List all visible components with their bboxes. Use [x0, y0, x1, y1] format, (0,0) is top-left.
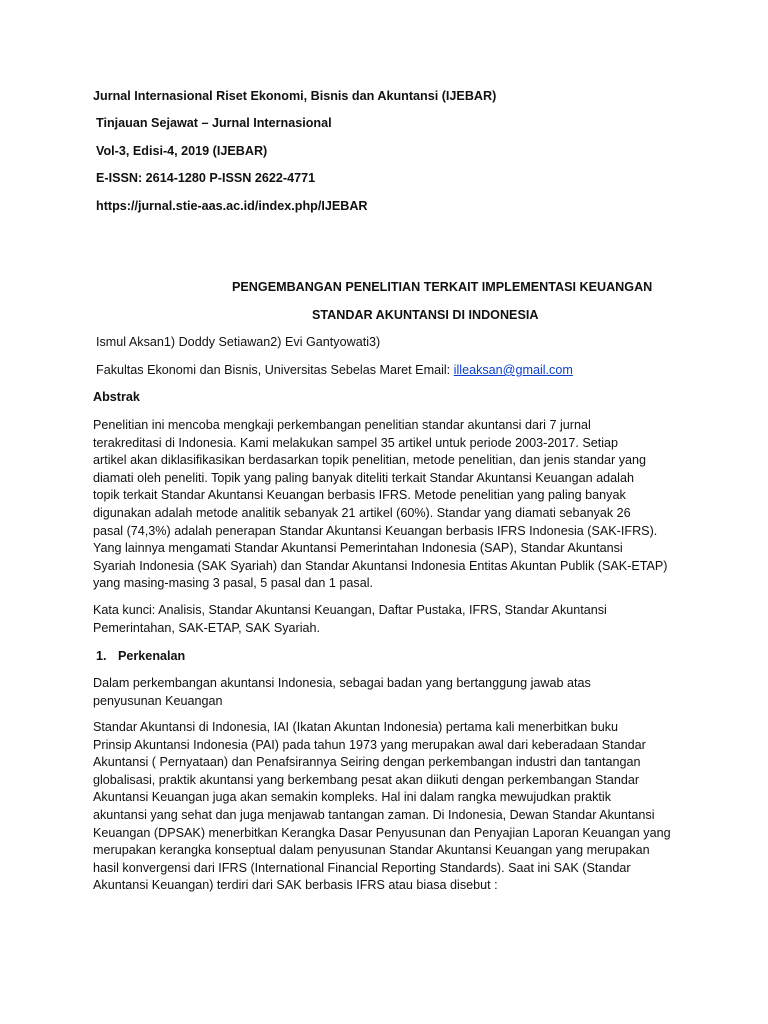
- abstract-line: yang masing-masing 3 pasal, 5 pasal dan 1 pasal.: [93, 576, 374, 591]
- abstract-line: Penelitian ini mencoba mengkaji perkembangan penelitian standar akuntansi dari 7 jurnal: [93, 418, 591, 432]
- keywords: [93, 602, 683, 637]
- paper-title-line2: STANDAR AKUNTANSI DI INDONESIA: [312, 308, 539, 322]
- abstract-line: artikel akan diklasifikasikan berdasarkan topik penelitian, metode penelitian, dan jenis standar yang: [93, 453, 647, 468]
- intro-line: Akuntansi Keuangan) terdiri dari SAK berbasis IFRS atau biasa disebut :: [93, 878, 498, 893]
- intro-paragraph-1: [93, 675, 683, 710]
- affiliation: [96, 362, 573, 380]
- intro-line: Keuangan (DPSAK) menerbitkan Kerangka Dasar Penyusunan dan Penyajian Laporan Keuangan yang: [93, 825, 671, 840]
- abstract-line: Yang lainnya mengamati Standar Akuntansi Pemerintahan Indonesia (SAP), Standar Akuntansi: [93, 541, 623, 556]
- keywords-line: Pemerintahan, SAK-ETAP, SAK Syariah.: [93, 620, 321, 635]
- intro-line: hasil konvergensi dari IFRS (International Financial Reporting Standards). Saat ini SAK (Standar: [93, 860, 631, 875]
- abstract-line: topik terkait Standar Akuntansi Keuangan berbasis IFRS. Metode penelitian yang paling banyak: [93, 488, 626, 503]
- intro-line: penyusunan Keuangan: [93, 693, 223, 708]
- intro-line: merupakan kerangka konseptual dalam penyusunan Standar Akuntansi Keuangan yang merupakan: [93, 843, 650, 858]
- abstract-line: digunakan adalah metode analitik sebanyak 21 artikel (60%). Standar yang diamati sebanyak 26: [93, 505, 631, 520]
- abstract-heading: Abstrak: [93, 390, 140, 404]
- keywords-line: Kata kunci: Analisis, Standar Akuntansi Keuangan, Daftar Pustaka, IFRS, Standar Akuntansi: [93, 603, 607, 617]
- abstract-body: [93, 417, 683, 593]
- intro-paragraph-2: [93, 719, 683, 895]
- abstract-line: Syariah Indonesia (SAK Syariah) dan Standar Akuntansi Indonesia Entitas Akuntan Publik (SAK-ETAP): [93, 558, 668, 573]
- intro-line: Akuntansi ( Pernyataan) dan Penafsirannya Seiring dengan perkembangan industri dan tantangan: [93, 755, 641, 770]
- abstract-line: pasal (74,3%) adalah penerapan Standar Akuntansi Keuangan berbasis IFRS Indonesia (SAK-IFRS).: [93, 523, 658, 538]
- journal-name: Jurnal Internasional Riset Ekonomi, Bisnis dan Akuntansi (IJEBAR): [93, 89, 497, 103]
- paper-title-line1: PENGEMBANGAN PENELITIAN TERKAIT IMPLEMENTASI KEUANGAN: [232, 280, 653, 294]
- section-heading: Perkenalan: [118, 649, 186, 663]
- intro-line: Akuntansi Keuangan juga akan semakin kompleks. Hal ini dalam rangka mewujudkan praktik: [93, 790, 612, 805]
- intro-line: Prinsip Akuntansi Indonesia (PAI) pada tahun 1973 yang merupakan awal dari keberadaan Standar: [93, 737, 646, 752]
- section-number: 1.: [96, 649, 107, 663]
- issn-info: E-ISSN: 2614-1280 P-ISSN 2622-4771: [96, 171, 316, 185]
- abstract-line: diamati oleh peneliti. Topik yang paling banyak diteliti terkait Standar Akuntansi Keuangan adalah: [93, 470, 634, 485]
- authors: Ismul Aksan1) Doddy Setiawan2) Evi Gantyowati3): [96, 335, 381, 349]
- intro-line: Standar Akuntansi di Indonesia, IAI (Ikatan Akuntan Indonesia) pertama kali menerbitkan buku: [93, 720, 619, 734]
- volume-info: Vol-3, Edisi-4, 2019 (IJEBAR): [96, 144, 268, 158]
- journal-url: https://jurnal.stie-aas.ac.id/index.php/IJEBAR: [96, 199, 368, 213]
- abstract-line: terakreditasi di Indonesia. Kami melakukan sampel 35 artikel untuk periode 2003-2017. Setiap: [93, 435, 619, 450]
- email-link[interactable]: illeaksan@gmail.com: [453, 363, 573, 377]
- intro-line: akuntansi yang sehat dan juga menjawab tantangan zaman. Di Indonesia, Dewan Standar Akuntansi: [93, 807, 655, 822]
- affiliation-text: Fakultas Ekonomi dan Bisnis, Universitas Sebelas Maret Email:: [96, 363, 454, 377]
- review-type: Tinjauan Sejawat – Jurnal Internasional: [96, 116, 332, 130]
- intro-line: Dalam perkembangan akuntansi Indonesia, sebagai badan yang bertanggung jawab atas: [93, 676, 591, 690]
- intro-line: globalisasi, praktik akuntansi yang berkembang pesat akan diikuti dengan perkembangan Standar: [93, 772, 640, 787]
